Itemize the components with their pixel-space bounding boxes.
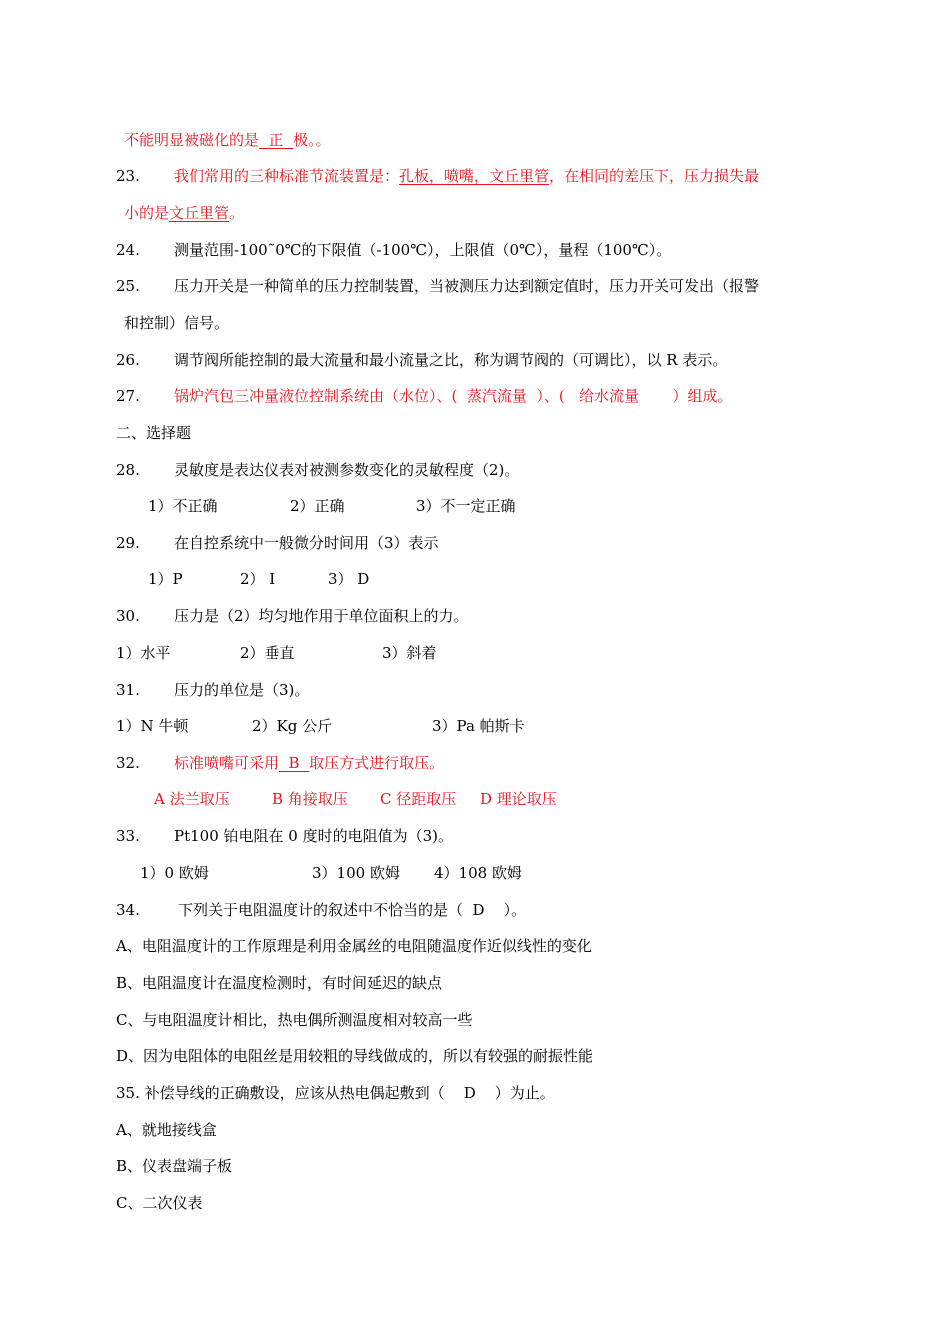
q32-option-b: B 角接取压	[272, 790, 348, 808]
q34-text: 下列关于电阻温度计的叙述中不恰当的是（ D ）。	[178, 901, 527, 919]
q27-text: 锅炉汽包三冲量液位控制系统由（水位）、( 蒸汽流量 ）、( 给水流量 ）组成。	[174, 387, 733, 405]
q27-number: 27.	[116, 387, 140, 405]
q31-option-3: 3）Pa 帕斯卡	[432, 717, 525, 735]
q30-text: 压力是（2）均匀地作用于单位面积上的力。	[174, 607, 469, 625]
q23-answer-1: 孔板，喷嘴，文丘里管	[399, 167, 550, 185]
q23-cont-post: 。	[229, 204, 245, 222]
q25-line	[116, 276, 759, 296]
q35-option-c: C、二次仪表	[116, 1194, 203, 1212]
q25-number: 25.	[116, 277, 140, 295]
q34-number: 34.	[116, 901, 140, 919]
q26-number: 26.	[116, 351, 140, 369]
q24-line	[116, 240, 671, 260]
q33-option-3: 3）100 欧姆	[312, 864, 400, 882]
q25-cont: 和控制）信号。	[124, 314, 230, 332]
q30-number: 30.	[116, 607, 140, 625]
q23-text-pre: 我们常用的三种标准节流装置是：	[174, 167, 400, 185]
q32-option-d: D 理论取压	[480, 790, 557, 808]
q32-line	[116, 753, 444, 773]
q26-text: 调节阀所能控制的最大流量和最小流量之比，称为调节阀的（可调比），以 R 表示。	[174, 351, 728, 369]
q29-text: 在自控系统中一般微分时间用（3）表示	[174, 534, 439, 552]
q34-option-d: D、因为电阻体的电阻丝是用较粗的导线做成的，所以有较强的耐振性能	[116, 1047, 594, 1065]
q22-line	[124, 130, 331, 150]
q33-option-1: 1）0 欧姆	[140, 864, 209, 882]
q32-number: 32.	[116, 754, 140, 772]
q28-option-2: 2）正确	[290, 497, 345, 515]
q29-line	[116, 533, 439, 553]
q29-option-1: 1）P	[148, 570, 183, 588]
q34-option-c: C、与电阻温度计相比，热电偶所测温度相对较高一些	[116, 1011, 473, 1029]
q33-options	[140, 863, 522, 883]
q31-option-1: 1）N 牛顿	[116, 717, 189, 735]
q32-text-pre: 标准喷嘴可采用	[174, 754, 280, 772]
q35-option-a: A、就地接线盒	[116, 1121, 217, 1139]
q26-line	[116, 350, 727, 370]
q23-number: 23.	[116, 167, 140, 185]
q34-line	[116, 900, 526, 920]
section-title-choice: 二、选择题	[116, 424, 192, 442]
q22-answer: 正	[259, 131, 294, 149]
q31-option-2: 2）Kg 公斤	[252, 717, 333, 735]
q33-line	[116, 826, 453, 846]
q31-line	[116, 680, 309, 700]
q33-number: 33.	[116, 827, 140, 845]
q22-text-post: 极。。	[293, 131, 331, 149]
q32-answer: B	[279, 754, 310, 772]
q28-number: 28.	[116, 461, 140, 479]
q23-text-mid: ，在相同的差压下，压力损失最	[549, 167, 760, 185]
q22-text-pre: 不能明显被磁化的是	[124, 131, 260, 149]
q23-continuation	[124, 203, 244, 223]
q24-number: 24.	[116, 241, 140, 259]
q30-option-3: 3）斜着	[382, 644, 437, 662]
q31-options	[116, 716, 525, 736]
q29-option-2: 2） I	[240, 570, 276, 588]
q25-continuation	[124, 313, 229, 333]
q33-option-4: 4）108 欧姆	[434, 864, 522, 882]
q31-text: 压力的单位是（3)。	[174, 681, 310, 699]
q30-option-1: 1）水平	[116, 644, 171, 662]
q34-option-b: B、电阻温度计在温度检测时，有时间延迟的缺点	[116, 974, 443, 992]
q32-options	[154, 789, 557, 809]
q34-option-a: A、电阻温度计的工作原理是利用金属丝的电阻随温度作近似线性的变化	[116, 937, 592, 955]
q35-line: 35. 补偿导线的正确敷设，应该从热电偶起敷到（ D ）为止。	[116, 1084, 555, 1102]
q28-option-1: 1）不正确	[148, 497, 218, 515]
q35-option-b: B、仪表盘端子板	[116, 1157, 233, 1175]
q29-number: 29.	[116, 534, 140, 552]
q31-number: 31.	[116, 681, 140, 699]
q28-options	[148, 496, 516, 516]
q27-line	[116, 386, 732, 406]
q28-line	[116, 460, 519, 480]
q23-line	[116, 166, 759, 186]
q29-options	[148, 569, 369, 589]
q33-text: Pt100 铂电阻在 0 度时的电阻值为（3)。	[174, 827, 453, 845]
q29-option-3: 3） D	[328, 570, 370, 588]
q32-option-a: A 法兰取压	[154, 790, 230, 808]
q28-text: 灵敏度是表达仪表对被测参数变化的灵敏程度（2)。	[174, 461, 520, 479]
q30-option-2: 2）垂直	[240, 644, 295, 662]
q30-line	[116, 606, 469, 626]
q25-text: 压力开关是一种简单的压力控制装置，当被测压力达到额定值时，压力开关可发出（报警	[174, 277, 760, 295]
q23-cont-pre: 小的是	[124, 204, 170, 222]
q23-answer-2: 文丘里管	[169, 204, 230, 222]
q32-text-post: 取压方式进行取压。	[309, 754, 445, 772]
q30-options	[116, 643, 437, 663]
q24-text: 测量范围-100˜0℃的下限值（-100℃），上限值（0℃），量程（100℃）。	[174, 241, 672, 259]
q28-option-3: 3）不一定正确	[416, 497, 516, 515]
q32-option-c: C 径距取压	[380, 790, 457, 808]
